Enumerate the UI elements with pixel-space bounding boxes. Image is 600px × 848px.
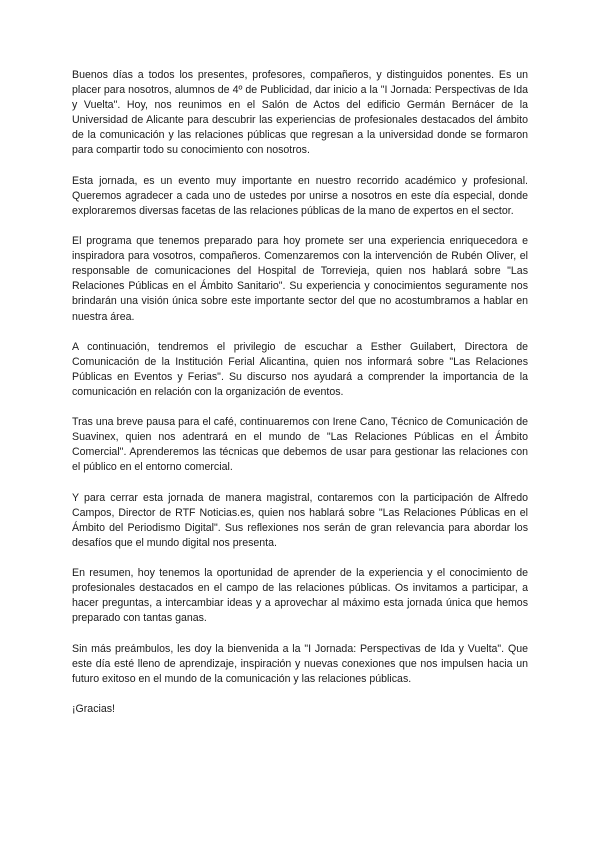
paragraph-summary: En resumen, hoy tenemos la oportunidad de aprender de la experiencia y el conocimiento de profesionales destacados en el campo de las relaciones públicas. Os invitamos a participar, a hacer preguntas, a intercambiar ideas y a aprovechar al máximo esta jornada única que hemos preparado con tantas ganas. <box>72 567 528 625</box>
closing-thanks: ¡Gracias! <box>72 702 115 715</box>
paragraph-esther-guilabert: A continuación, tendremos el privilegio de escuchar a Esther Guilabert, Directora de Comunicación de la Institución Ferial Alicantina, quien nos informará sobre "Las Relaciones Públicas en Eventos y Ferias". Su discurso nos ayudará a comprender la importancia de la comunicación en relación con la organización de eventos. <box>72 340 528 398</box>
document-body <box>72 68 528 717</box>
paragraph-welcome: Buenos días a todos los presentes, profesores, compañeros, y distinguidos ponentes. Es un placer para nosotros, alumnos de 4º de Publicidad, dar inicio a la "I Jornada: Perspectivas de Ida y Vuelta". Hoy, nos reunimos en el Salón de Actos del edificio Germán Bernácer de la Universidad de Alicante para descubrir las experiencias de profesionales destacados del ámbito de la comunicación y las relaciones públicas que regresan a la universidad donde se formaron para compartir todo su conocimiento con nosotros. <box>72 69 528 157</box>
paragraph-irene-cano: Tras una breve pausa para el café, continuaremos con Irene Cano, Técnico de Comunicación de Suavinex, quien nos adentrará en el mundo de "Las Relaciones Públicas en el Ámbito Comercial". Aprenderemos las técnicas que debemos de usar para gestionar las relaciones con el público en el entorno comercial. <box>72 416 528 474</box>
paragraph-welcome-closing: Sin más preámbulos, les doy la bienvenida a la "I Jornada: Perspectivas de Ida y Vuelta". Que este día esté lleno de aprendizaje, inspiración y nuevas conexiones que nos impulsen hacia un futuro exitoso en el mundo de la comunicación y las relaciones públicas. <box>72 642 528 685</box>
paragraph-program-ruben-oliver: El programa que tenemos preparado para hoy promete ser una experiencia enriquecedora e inspiradora para vosotros, compañeros. Comenzaremos con la intervención de Rubén Oliver, el responsable de comunicaciones del Hospital de Torrevieja, quien nos hablará sobre "Las Relaciones Públicas en el Ámbito Sanitario". Su experiencia y conocimientos seguramente nos brindarán una visión única sobre este importante sector del que no acostumbramos a hablar en nuestra área. <box>72 235 528 323</box>
paragraph-alfredo-campos: Y para cerrar esta jornada de manera magistral, contaremos con la participación de Alfredo Campos, Director de RTF Noticias.es, quien nos hablará sobre "Las Relaciones Públicas en el Ámbito del Periodismo Digital". Sus reflexiones nos serán de gran relevancia para abordar los desafíos que el mundo digital nos presenta. <box>72 491 528 549</box>
paragraph-event-importance: Esta jornada, es un evento muy importante en nuestro recorrido académico y profesional. Queremos agradecer a cada uno de ustedes por unirse a nosotros en este día especial, donde exploraremos diversas facetas de las relaciones públicas de la mano de expertos en el sector. <box>72 174 528 217</box>
